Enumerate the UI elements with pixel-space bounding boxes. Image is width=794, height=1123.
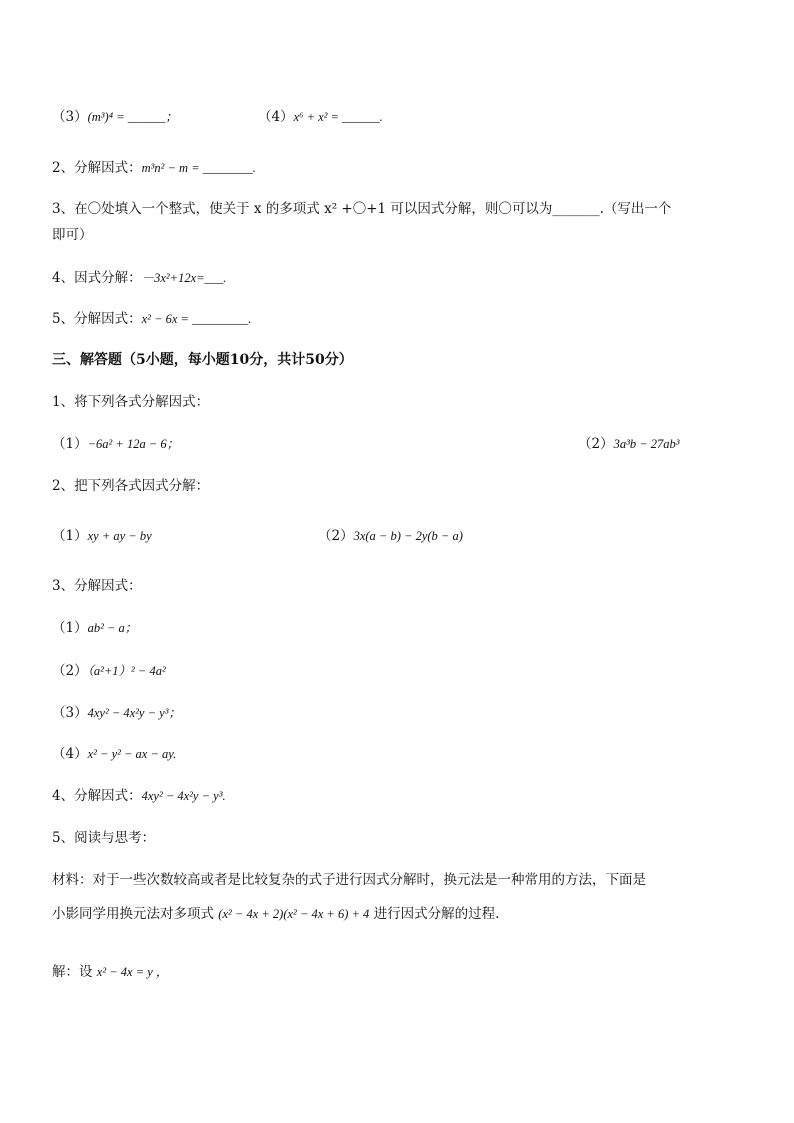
solve-q1-b-number: （2） <box>578 436 614 452</box>
solve-q5-solution <box>52 962 168 982</box>
fill-p5-expression: x² − 6x = _________. <box>141 312 252 326</box>
solve-q1-a <box>52 434 179 454</box>
solve-q1-a-number: （1） <box>52 436 88 452</box>
fill-q3 <box>52 107 178 127</box>
solve-q5-material-expression: (x² − 4x + 2)(x² − 4x + 6) + 4 <box>218 907 370 921</box>
fill-p5 <box>52 309 251 329</box>
solve-q5-title: 5、阅读与思考： <box>52 830 156 846</box>
solve-q3-item-number: （1） <box>52 620 88 636</box>
solve-q2-a-number: （1） <box>52 528 88 544</box>
solve-q5-material-line2 <box>52 904 499 924</box>
solve-q5-material-line2-pre: 小影同学用换元法对多项式 <box>52 906 214 922</box>
fill-p4 <box>52 268 226 288</box>
solve-q2-a-expression: xy + ay − by <box>87 529 152 543</box>
fill-q4-number: （4） <box>258 109 294 125</box>
fill-p2-text: 2、分解因式： <box>52 160 142 176</box>
section-3-heading: 三、解答题（5小题，每小题10分，共计50分） <box>52 352 353 368</box>
fill-p3-line2: 即可） <box>52 227 93 243</box>
solve-q2-a <box>52 526 152 546</box>
solve-q2-b-expression: 3x(a − b) − 2y(b − a) <box>353 529 463 543</box>
solve-q3-item-expression: ab² − a； <box>87 621 138 635</box>
fill-p2-expression: m³n² − m = ________. <box>141 161 256 175</box>
solve-q4 <box>52 786 226 806</box>
solve-q5-material-line2-post: 进行因式分解的过程. <box>373 906 500 922</box>
solve-q2-title: 2、把下列各式因式分解： <box>52 478 210 494</box>
solve-q3-item-expression: （a²+1）² − 4a² <box>87 664 166 678</box>
fill-q3-expression: (m³)⁴ = ______； <box>87 110 178 124</box>
solve-q2-b <box>318 526 463 546</box>
fill-q4-expression: x⁶ + x² = ______. <box>293 110 383 124</box>
solve-q5-solution-pre: 解：设 <box>52 964 93 980</box>
solve-q3-item-number: （4） <box>52 746 88 762</box>
solve-q5-material-line1: 材料：对于一些次数较高或者是比较复杂的式子进行因式分解时，换元法是一种常用的方法，下面是 <box>52 872 646 888</box>
solve-q3-item-number: （3） <box>52 705 88 721</box>
solve-q5-solution-expression: x² − 4x = y ， <box>96 965 169 979</box>
solve-q3-item <box>52 618 137 638</box>
solve-q3-item-expression: x² − y² − ax − ay. <box>87 747 177 761</box>
solve-q3-item-number: （2） <box>52 663 88 679</box>
solve-q3-item <box>52 703 181 723</box>
fill-p3-line1: 3、在〇处填入一个整式，使关于 x 的多项式 x² +〇+1 可以因式分解，则〇可以为_______.（写出一个 <box>52 201 672 217</box>
fill-p5-text: 5、分解因式： <box>52 311 142 327</box>
solve-q1-b-expression: 3a³b − 27ab³ <box>613 437 680 451</box>
solve-q4-title: 4、分解因式： <box>52 788 142 804</box>
solve-q3-item-expression: 4xy² − 4x²y − y³； <box>87 706 181 720</box>
solve-q3-item <box>52 661 166 681</box>
fill-p2 <box>52 158 256 178</box>
solve-q3-title: 3、分解因式： <box>52 578 142 594</box>
solve-q2-b-number: （2） <box>318 528 354 544</box>
solve-q3-item <box>52 744 176 764</box>
fill-p4-expression: －3x²+12x=___. <box>141 271 227 285</box>
fill-q4 <box>258 107 383 127</box>
fill-p4-text: 4、因式分解： <box>52 270 142 286</box>
solve-q1-a-expression: −6a² + 12a − 6； <box>87 437 180 451</box>
solve-q1-title: 1、将下列各式分解因式： <box>52 394 210 410</box>
fill-q3-number: （3） <box>52 109 88 125</box>
solve-q4-expression: 4xy² − 4x²y − y³. <box>141 789 226 803</box>
solve-q1-b <box>578 434 680 454</box>
